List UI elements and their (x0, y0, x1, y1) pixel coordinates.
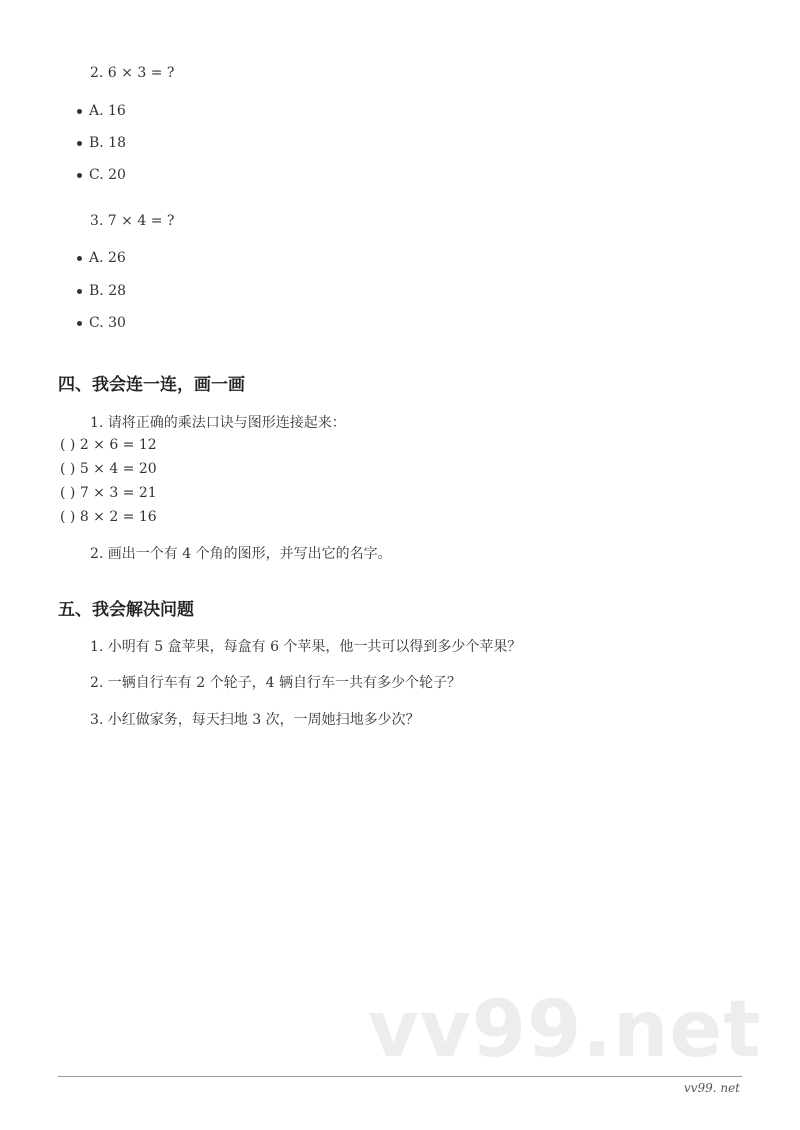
section-heading: 五、我会解决问题 (58, 600, 194, 620)
option: B. 28 (89, 283, 127, 299)
footer-text: vv99. net (683, 1081, 740, 1095)
match-row: ( ) 2 × 6 = 12 (60, 437, 157, 453)
option: A. 26 (89, 250, 126, 266)
question-label: 2. 画出一个有 4 个角的图形，并写出它的名字。 (90, 546, 392, 562)
question-label: 2. 一辆自行车有 2 个轮子，4 辆自行车一共有多少个轮子？ (90, 675, 461, 691)
bullet-icon (77, 141, 82, 146)
bullet-icon (77, 109, 82, 114)
footer-divider (58, 1076, 742, 1077)
watermark: vv99.net (368, 985, 762, 1075)
question-label: 1. 小明有 5 盒苹果，每盒有 6 个苹果，他一共可以得到多少个苹果？ (90, 639, 522, 655)
question-label: 3. 7 × 4 = ? (90, 213, 175, 229)
option: C. 30 (89, 315, 126, 331)
section-heading: 四、我会连一连，画一画 (58, 375, 245, 395)
question-label: 3. 小红做家务，每天扫地 3 次，一周她扫地多少次？ (90, 712, 420, 728)
bullet-icon (77, 256, 82, 261)
bullet-icon (77, 289, 82, 294)
question-label: 1. 请将正确的乘法口诀与图形连接起来： (90, 415, 346, 431)
option: B. 18 (89, 135, 127, 151)
match-row: ( ) 8 × 2 = 16 (60, 509, 157, 525)
match-row: ( ) 5 × 4 = 20 (60, 461, 157, 477)
option: A. 16 (89, 103, 126, 119)
match-row: ( ) 7 × 3 = 21 (60, 485, 157, 501)
option: C. 20 (89, 167, 126, 183)
bullet-icon (77, 321, 82, 326)
question-label: 2. 6 × 3 = ? (90, 65, 175, 81)
bullet-icon (77, 173, 82, 178)
